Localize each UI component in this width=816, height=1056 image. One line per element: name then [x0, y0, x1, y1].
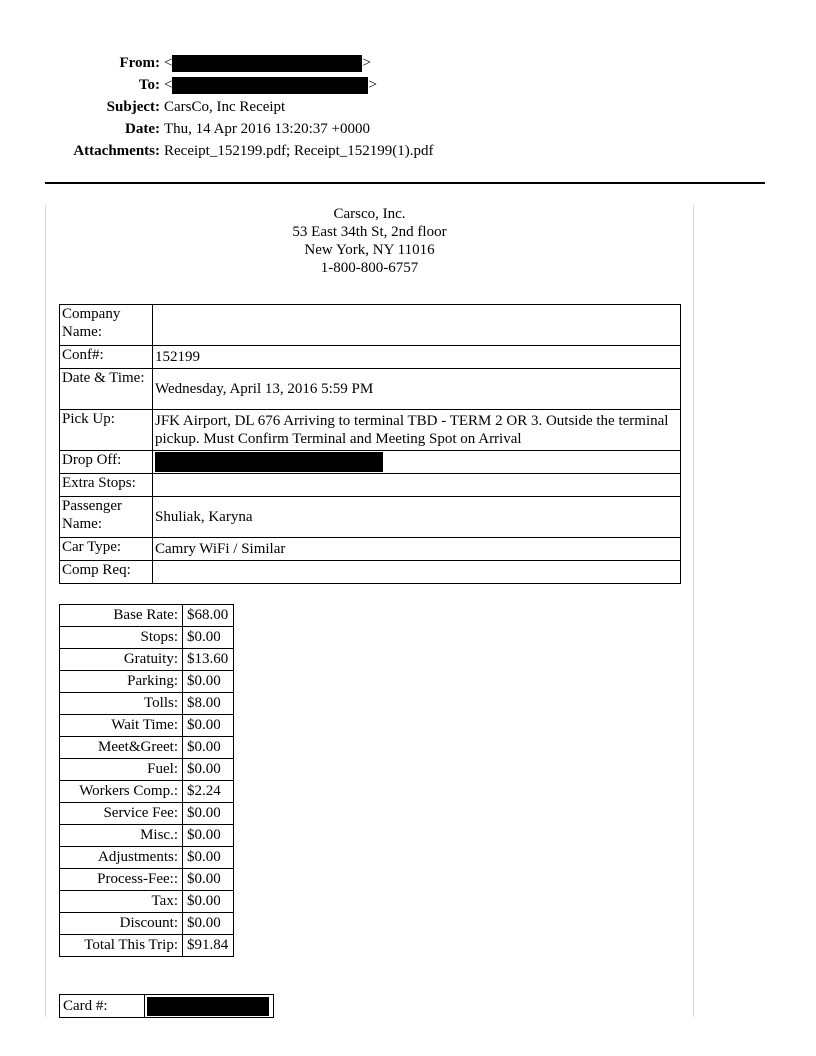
rate-label: Tax:	[60, 891, 183, 913]
table-row	[60, 935, 234, 957]
rate-label: Gratuity:	[60, 649, 183, 671]
to-value	[164, 74, 377, 96]
rate-label: Service Fee:	[60, 803, 183, 825]
date-value: Thu, 14 Apr 2016 13:20:37 +0000	[164, 121, 370, 137]
table-row	[60, 781, 234, 803]
attachments-value[interactable]: Receipt_152199.pdf; Receipt_152199(1).pdf	[164, 143, 434, 159]
rate-value: $0.00	[183, 627, 234, 649]
rate-value: $0.00	[183, 891, 234, 913]
detail-value: Wednesday, April 13, 2016 5:59 PM	[153, 369, 681, 410]
detail-value: Camry WiFi / Similar	[153, 538, 681, 561]
to-open-bracket: <	[164, 77, 173, 93]
table-row	[60, 693, 234, 715]
rate-value: $0.00	[183, 671, 234, 693]
card-label: Card #:	[63, 998, 108, 1014]
table-row	[60, 451, 681, 474]
rate-value: $0.00	[183, 737, 234, 759]
detail-value	[153, 305, 681, 346]
table-row	[60, 715, 234, 737]
rate-value: $0.00	[183, 847, 234, 869]
table-row	[60, 847, 234, 869]
company-phone: 1-800-800-6757	[320, 260, 419, 276]
rate-value: $0.00	[183, 759, 234, 781]
rate-label: Adjustments:	[60, 847, 183, 869]
rate-label: Workers Comp.:	[60, 781, 183, 803]
total-label: Total This Trip:	[60, 935, 183, 957]
from-label: From:	[119, 55, 160, 71]
detail-label: Comp Req:	[60, 561, 153, 584]
date-row	[0, 118, 600, 140]
rate-label: Tolls:	[60, 693, 183, 715]
detail-value	[153, 451, 681, 474]
card-number-row	[59, 994, 274, 1018]
table-row	[60, 410, 681, 451]
table-row	[60, 737, 234, 759]
detail-value	[153, 474, 681, 497]
detail-label: Passenger Name:	[60, 497, 153, 538]
detail-label: Car Type:	[60, 538, 153, 561]
detail-value: Shuliak, Karyna	[153, 497, 681, 538]
detail-label: Date & Time:	[60, 369, 153, 410]
rate-label: Misc.:	[60, 825, 183, 847]
company-name: Carsco, Inc.	[333, 206, 406, 222]
header-divider	[45, 182, 765, 184]
attachments-row	[0, 140, 600, 162]
detail-label: Drop Off:	[60, 451, 153, 474]
table-row	[60, 561, 681, 584]
card-divider	[144, 995, 145, 1017]
from-row	[0, 52, 600, 74]
rate-label: Process-Fee::	[60, 869, 183, 891]
attachments-label: Attachments:	[73, 143, 160, 159]
to-close-bracket: >	[368, 77, 377, 93]
table-row	[60, 497, 681, 538]
to-label: To:	[138, 77, 160, 93]
table-row	[60, 346, 681, 369]
receipt-frame-right	[693, 205, 694, 1017]
company-address-line1: 53 East 34th St, 2nd floor	[292, 224, 447, 240]
subject-value: CarsCo, Inc Receipt	[164, 99, 286, 115]
detail-label: Company Name:	[60, 305, 153, 346]
company-address-line2: New York, NY 11016	[304, 242, 435, 258]
table-row	[60, 891, 234, 913]
rate-value: $0.00	[183, 715, 234, 737]
from-open-bracket: <	[164, 55, 173, 71]
to-row	[0, 74, 600, 96]
table-row	[60, 369, 681, 410]
table-row	[60, 913, 234, 935]
rate-value: $0.00	[183, 803, 234, 825]
from-value	[164, 52, 371, 74]
rate-label: Stops:	[60, 627, 183, 649]
detail-value: JFK Airport, DL 676 Arriving to terminal TBD - TERM 2 OR 3. Outside the terminal pickup. Must Confirm Terminal and Meeting Spot on Arrival	[153, 410, 681, 451]
table-row	[60, 803, 234, 825]
rate-value: $0.00	[183, 869, 234, 891]
date-label: Date:	[125, 121, 160, 137]
rate-label: Parking:	[60, 671, 183, 693]
receipt-frame-left	[45, 205, 46, 1017]
rate-value: $68.00	[183, 605, 234, 627]
table-row	[60, 825, 234, 847]
detail-label: Extra Stops:	[60, 474, 153, 497]
detail-value: 152199	[153, 346, 681, 369]
company-info	[46, 205, 693, 277]
subject-label: Subject:	[106, 99, 160, 115]
table-row	[60, 627, 234, 649]
table-row	[60, 759, 234, 781]
rate-value: $13.60	[183, 649, 234, 671]
table-row	[60, 671, 234, 693]
rate-value: $2.24	[183, 781, 234, 803]
from-redaction	[172, 55, 362, 72]
rate-label: Discount:	[60, 913, 183, 935]
rate-value: $0.00	[183, 913, 234, 935]
total-value: $91.84	[183, 935, 234, 957]
to-redaction	[172, 77, 368, 94]
detail-label: Pick Up:	[60, 410, 153, 451]
table-row	[60, 605, 234, 627]
card-redaction	[147, 997, 269, 1016]
subject-row	[0, 96, 600, 118]
from-close-bracket: >	[362, 55, 371, 71]
rate-value: $8.00	[183, 693, 234, 715]
table-row	[60, 869, 234, 891]
detail-label: Conf#:	[60, 346, 153, 369]
rate-label: Fuel:	[60, 759, 183, 781]
rate-label: Base Rate:	[60, 605, 183, 627]
rate-label: Wait Time:	[60, 715, 183, 737]
detail-value	[153, 561, 681, 584]
rate-label: Meet&Greet:	[60, 737, 183, 759]
table-row	[60, 538, 681, 561]
table-row	[60, 305, 681, 346]
table-row	[60, 474, 681, 497]
trip-details-table	[59, 304, 681, 584]
table-row	[60, 649, 234, 671]
rate-value: $0.00	[183, 825, 234, 847]
rates-table	[59, 604, 234, 957]
drop-off-redaction	[155, 452, 383, 472]
email-header	[0, 52, 600, 162]
